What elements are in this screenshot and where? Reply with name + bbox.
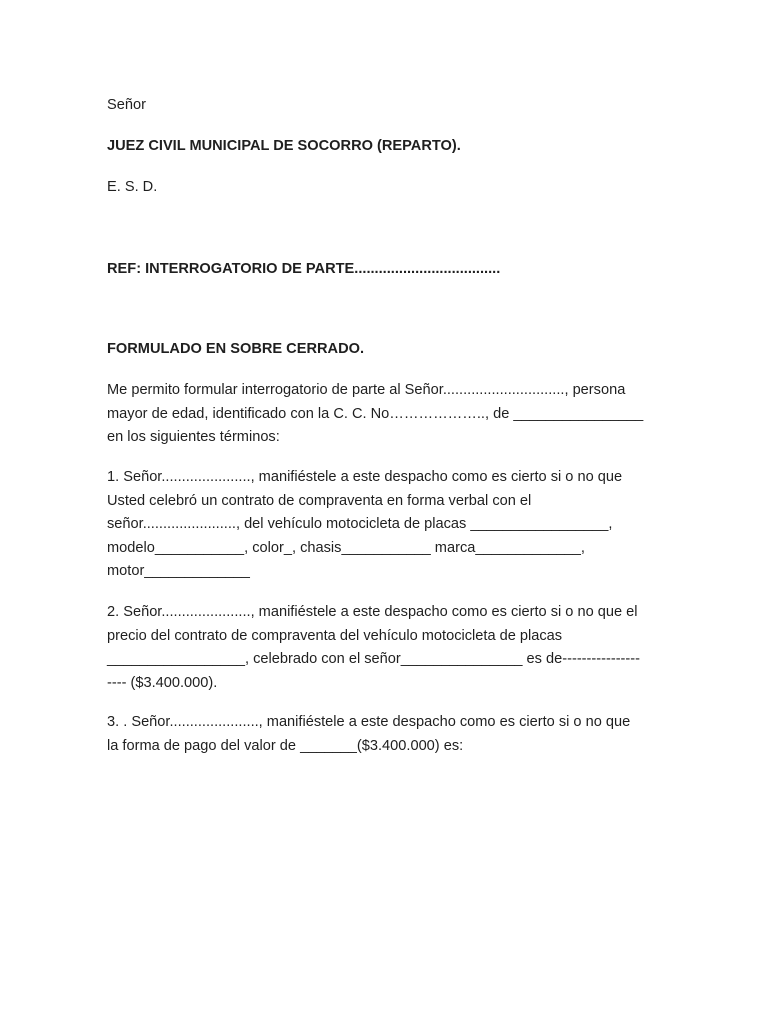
question-1 [107, 466, 667, 584]
question-1-line: Usted celebró un contrato de compraventa en forma verbal con el [107, 492, 532, 509]
formulado-line: FORMULADO EN SOBRE CERRADO. [107, 341, 365, 357]
addressee: JUEZ CIVIL MUNICIPAL DE SOCORRO (REPARTO). [107, 138, 461, 154]
question-2-line: 2. Señor......................, manifiéstele a este despacho como es cierto si o no que el [107, 604, 638, 620]
question-3-line: 3. . Señor......................, manifiéstele a este despacho como es cierto si o no que [107, 714, 631, 730]
question-3 [107, 711, 667, 758]
question-1-line: señor......................., del vehículo motocicleta de placas _________________, [107, 516, 613, 532]
question-2-line: ---- ($3.400.000). [107, 674, 218, 691]
intro-line: mayor de edad, identificado con la C. C. No……………….., de ________________ [107, 405, 644, 422]
greeting: Señor [107, 97, 146, 113]
question-2 [107, 601, 667, 695]
intro-paragraph [107, 379, 667, 450]
ref-line: REF: INTERROGATORIO DE PARTE.................................... [107, 261, 501, 277]
question-1-line: 1. Señor......................, manifiéstele a este despacho como es cierto si o no que [107, 469, 623, 485]
intro-line: en los siguientes términos: [107, 429, 280, 445]
question-2-line: _________________, celebrado con el señor_______________ es de---------------- [107, 651, 640, 667]
question-1-line: motor_____________ [107, 563, 250, 579]
esd-line: E. S. D. [107, 179, 158, 195]
question-1-line: modelo___________, color_, chasis___________ marca_____________, [107, 539, 585, 556]
question-3-line: la forma de pago del valor de _______($3.400.000) es: [107, 737, 464, 754]
intro-line: Me permito formular interrogatorio de parte al Señor.............................., persona [107, 382, 626, 398]
question-2-line: precio del contrato de compraventa del vehículo motocicleta de placas [107, 627, 563, 644]
